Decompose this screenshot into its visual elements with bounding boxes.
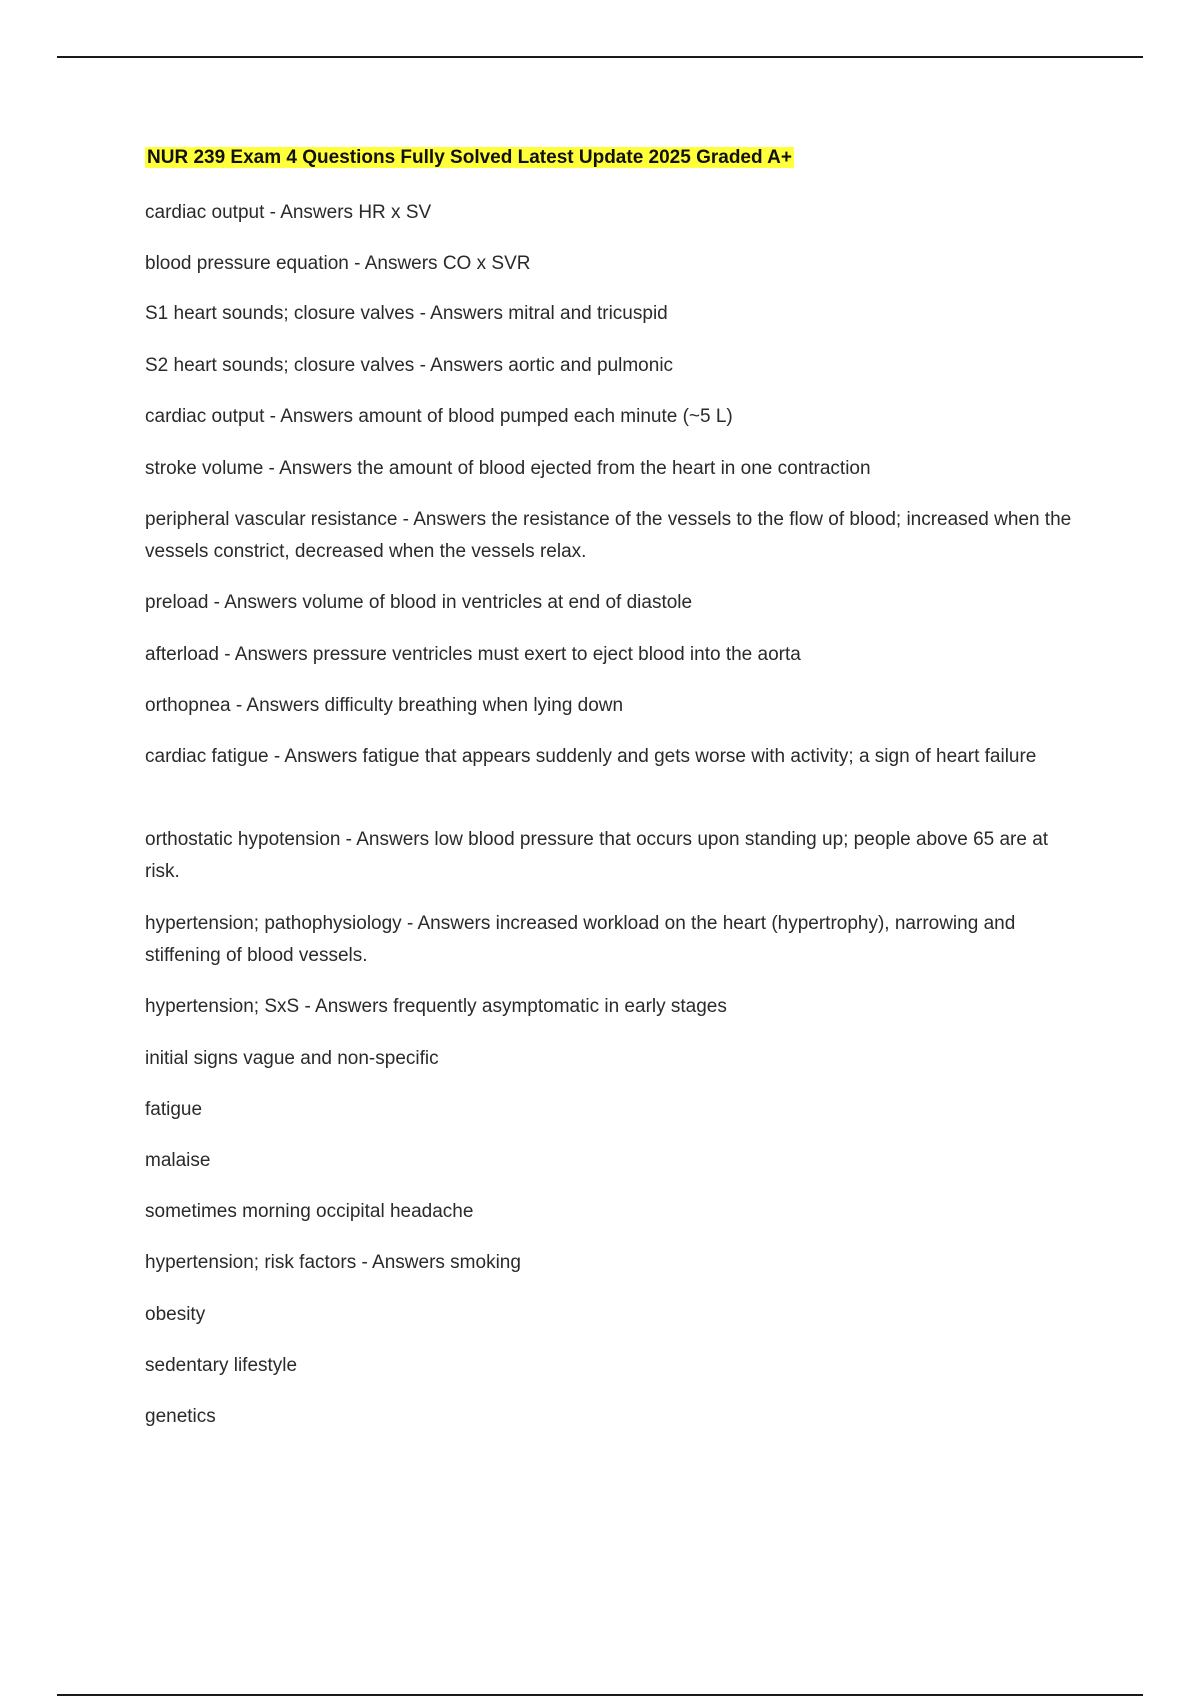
entry-orthopnea: orthopnea - Answers difficulty breathing when lying down [145,695,624,716]
entry-stroke-volume: stroke volume - Answers the amount of blood ejected from the heart in one contraction [145,458,871,479]
entry-cardiac-output: cardiac output - Answers HR x SV [145,202,432,223]
entry-malaise: malaise [145,1150,211,1171]
footer-rule [57,1694,1143,1696]
entry-afterload: afterload - Answers pressure ventricles must exert to eject blood into the aorta [145,644,801,665]
entry-s1-heart-sounds: S1 heart sounds; closure valves - Answers mitral and tricuspid [145,303,668,324]
entry-morning-headache: sometimes morning occipital headache [145,1201,474,1222]
entry-cardiac-output-amount: cardiac output - Answers amount of blood pumped each minute (~5 L) [145,406,733,427]
header-rule [57,56,1143,58]
entry-peripheral-vascular-resistance: peripheral vascular resistance - Answers the resistance of the vessels to the flow of blood; increased when the vessels constrict, decreased when the vessels relax. [145,509,1072,562]
document-title [145,145,794,171]
entry-genetics: genetics [145,1406,216,1427]
entry-fatigue: fatigue [145,1099,203,1120]
entry-hypertension-sxs: hypertension; SxS - Answers frequently asymptomatic in early stages [145,996,727,1017]
entry-preload: preload - Answers volume of blood in ventricles at end of diastole [145,592,693,613]
document-title-text: NUR 239 Exam 4 Questions Fully Solved Latest Update 2025 Graded A+ [147,147,792,168]
entry-obesity: obesity [145,1304,206,1325]
entry-hypertension-risk-factors: hypertension; risk factors - Answers smoking [145,1252,521,1273]
entry-cardiac-fatigue: cardiac fatigue - Answers fatigue that appears suddenly and gets worse with activity; a sign of heart failure [145,746,1037,767]
entry-blood-pressure-equation: blood pressure equation - Answers CO x SVR [145,253,531,274]
entry-hypertension-pathophysiology: hypertension; pathophysiology - Answers increased workload on the heart (hypertrophy), narrowing and stiffening of blood vessels. [145,913,1016,966]
entry-sedentary-lifestyle: sedentary lifestyle [145,1355,298,1376]
entry-orthostatic-hypotension: orthostatic hypotension - Answers low blood pressure that occurs upon standing up; people above 65 are at risk. [145,829,1049,882]
entry-initial-signs: initial signs vague and non-specific [145,1048,439,1069]
entry-s2-heart-sounds: S2 heart sounds; closure valves - Answers aortic and pulmonic [145,355,674,376]
